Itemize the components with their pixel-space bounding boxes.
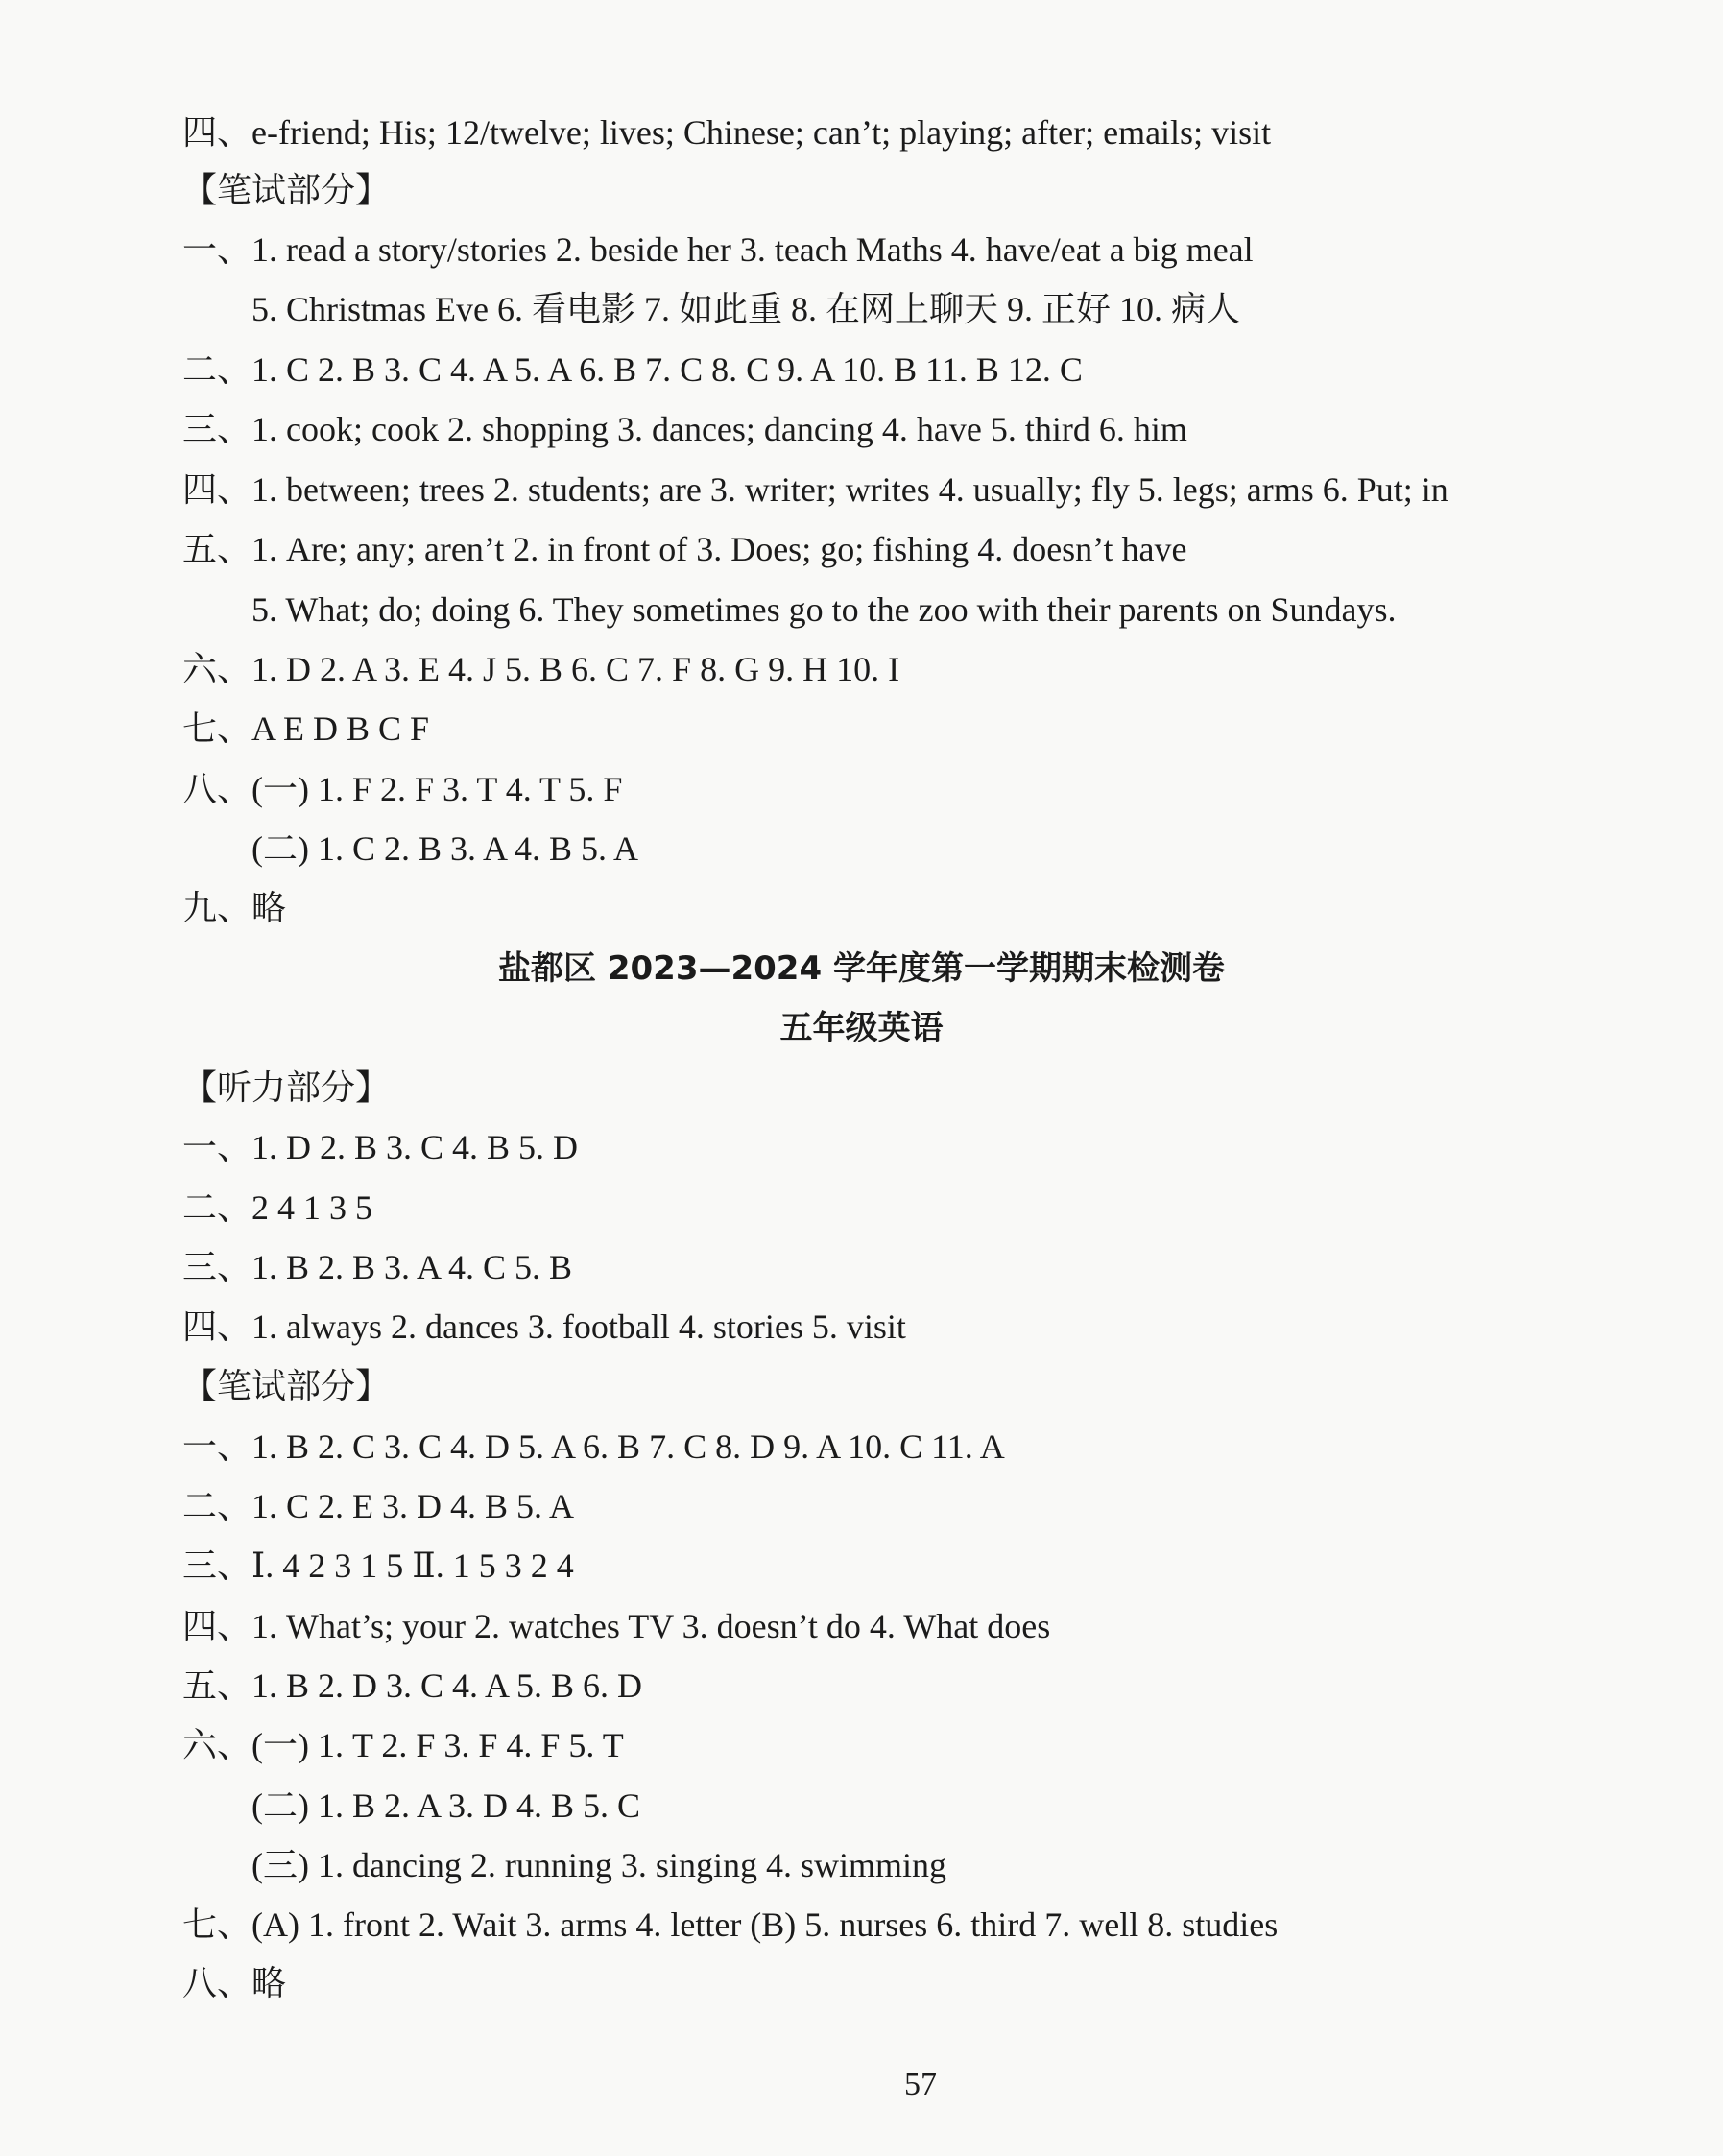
- answer-line: 三、1. cook; cook 2. shopping 3. dances; dancing 4. have 5. third 6. him: [182, 410, 1187, 448]
- exam-subtitle: 五年级英语: [779, 1009, 944, 1047]
- answer-line: (二) 1. B 2. A 3. D 4. B 5. C: [251, 1786, 641, 1825]
- answer-line: 5. Christmas Eve 6. 看电影 7. 如此重 8. 在网上聊天 9. 正好 10. 病人: [251, 290, 1240, 328]
- section-header-written: 【笔试部分】: [182, 1367, 391, 1405]
- answer-line: 一、1. read a story/stories 2. beside her 3. teach Maths 4. have/eat a big meal: [182, 230, 1254, 269]
- answer-line: 五、1. Are; any; aren’t 2. in front of 3. Does; go; fishing 4. doesn’t have: [182, 530, 1187, 568]
- section-header-written: 【笔试部分】: [182, 171, 391, 209]
- answer-line: (三) 1. dancing 2. running 3. singing 4. swimming: [251, 1846, 946, 1884]
- answer-line: 四、1. between; trees 2. students; are 3. writer; writes 4. usually; fly 5. legs; arms 6. Put; in: [182, 470, 1448, 509]
- answer-line: 七、A E D B C F: [182, 709, 430, 748]
- answer-line: 四、1. What’s; your 2. watches TV 3. doesn’t do 4. What does: [182, 1607, 1051, 1645]
- answer-line: 二、2 4 1 3 5: [182, 1188, 373, 1227]
- answer-line: 一、1. B 2. C 3. C 4. D 5. A 6. B 7. C 8. D 9. A 10. C 11. A: [182, 1427, 1005, 1466]
- answer-line: 四、1. always 2. dances 3. football 4. stories 5. visit: [182, 1307, 906, 1346]
- answer-line: 二、1. C 2. E 3. D 4. B 5. A: [182, 1487, 575, 1525]
- answer-line: 八、略: [182, 1964, 287, 2002]
- answer-line: 5. What; do; doing 6. They sometimes go to the zoo with their parents on Sundays.: [251, 590, 1397, 629]
- answer-line: 六、(一) 1. T 2. F 3. F 4. F 5. T: [182, 1726, 624, 1764]
- answer-line: 二、1. C 2. B 3. C 4. A 5. A 6. B 7. C 8. C 9. A 10. B 11. B 12. C: [182, 350, 1083, 389]
- exam-title: 盐都区 2023—2024 学年度第一学期期末检测卷: [498, 949, 1225, 988]
- section-header-listening: 【听力部分】: [182, 1068, 391, 1107]
- answer-line: 九、略: [182, 889, 287, 927]
- answer-line: 五、1. B 2. D 3. C 4. A 5. B 6. D: [182, 1666, 643, 1705]
- answer-line: 八、(一) 1. F 2. F 3. T 4. T 5. F: [182, 770, 623, 808]
- answer-line: 一、1. D 2. B 3. C 4. B 5. D: [182, 1128, 579, 1166]
- answer-line: 三、Ⅰ. 4 2 3 1 5 Ⅱ. 1 5 3 2 4: [182, 1546, 574, 1585]
- answer-line: 三、1. B 2. B 3. A 4. C 5. B: [182, 1248, 573, 1286]
- page-number: 57: [904, 2067, 937, 2102]
- answer-line: 六、1. D 2. A 3. E 4. J 5. B 6. C 7. F 8. G 9. H 10. I: [182, 650, 900, 688]
- answer-line: 七、(A) 1. front 2. Wait 3. arms 4. letter (B) 5. nurses 6. third 7. well 8. studies: [182, 1905, 1279, 1944]
- answer-line: 四、e-friend; His; 12/twelve; lives; Chinese; can’t; playing; after; emails; visit: [182, 113, 1272, 152]
- answer-line: (二) 1. C 2. B 3. A 4. B 5. A: [251, 829, 639, 868]
